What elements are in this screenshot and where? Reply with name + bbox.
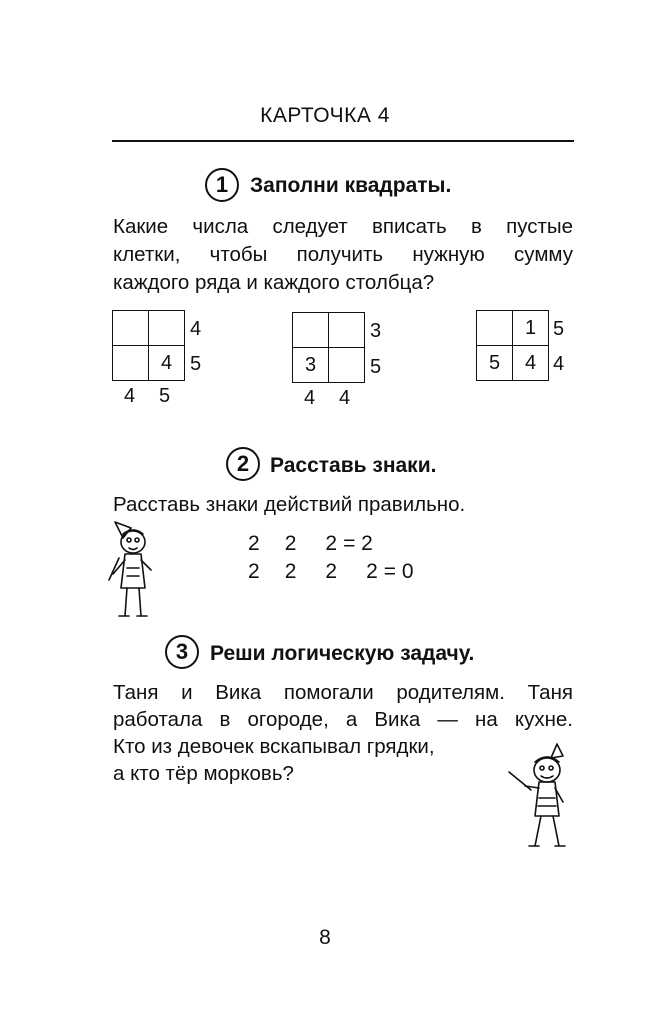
square-puzzle-1 [112, 310, 185, 381]
expression-operand: 2 [325, 532, 338, 555]
puzzle-cell[interactable] [113, 346, 149, 381]
task-3-text-line-2: работала в огороде, а Вика — на кухне. [113, 708, 573, 731]
puzzle-2-row-sum: 5 [370, 356, 382, 378]
puzzle-cell: 4 [513, 346, 549, 381]
expression-operand: 2 [248, 560, 260, 583]
puzzle-1-row-sum: 4 [190, 318, 202, 340]
puzzle-3-grid [476, 310, 549, 381]
expression-operand: 2 [366, 560, 378, 583]
task-2-text: Расставь знаки действий правильно. [113, 493, 466, 516]
puzzle-1-grid [112, 310, 185, 381]
task-3-heading: Реши логическую задачу. [210, 642, 475, 665]
task-1-text-line-2: клетки, чтобы получить нужную сумму [113, 243, 573, 266]
square-puzzle-2 [292, 312, 365, 383]
expression-operand: 2 [248, 532, 260, 555]
kid-with-pencil-illustration-2 [505, 742, 575, 854]
puzzle-cell: 5 [477, 346, 513, 381]
puzzle-2-row-sum: 3 [370, 320, 382, 342]
puzzle-1-col-sum: 4 [124, 385, 136, 407]
title-divider [112, 140, 574, 142]
puzzle-2-grid [292, 312, 365, 383]
task-3-text-line-1: Таня и Вика помогали родителям. Таня [113, 681, 573, 704]
puzzle-cell[interactable] [329, 313, 365, 348]
puzzle-cell: 1 [513, 311, 549, 346]
expression-result: = 2 [343, 532, 373, 555]
task-3-number-badge: 3 [165, 635, 199, 669]
puzzle-cell[interactable] [477, 311, 513, 346]
task-1-number-badge: 1 [205, 168, 239, 202]
card-title: КАРТОЧКА 4 [260, 104, 390, 127]
puzzle-3-row-sum: 5 [553, 318, 565, 340]
puzzle-3-row-sum: 4 [553, 353, 565, 375]
task-1-text-line-3: каждого ряда и каждого столбца? [113, 271, 435, 294]
task-3-text-line-3: Кто из девочек вскапывал грядки, [113, 735, 435, 758]
expression-result: = 0 [383, 560, 414, 583]
puzzle-2-col-sum: 4 [339, 387, 351, 409]
task-2-heading: Расставь знаки. [270, 454, 437, 477]
puzzle-cell: 3 [293, 348, 329, 383]
task-2-number-badge: 2 [226, 447, 260, 481]
kid-with-pencil-illustration [105, 518, 165, 633]
puzzle-cell[interactable] [113, 311, 149, 346]
square-puzzle-3 [476, 310, 549, 381]
puzzle-cell[interactable] [329, 348, 365, 383]
task-1-heading: Заполни квадраты. [250, 174, 452, 197]
puzzle-2-col-sum: 4 [304, 387, 316, 409]
puzzle-cell[interactable] [149, 311, 185, 346]
expression-operand: 2 [284, 532, 297, 555]
puzzle-cell: 4 [149, 346, 185, 381]
expression-2 [248, 560, 414, 584]
puzzle-1-col-sum: 5 [159, 385, 171, 407]
task-1-text-line-1: Какие числа следует вписать в пустые [113, 215, 573, 238]
puzzle-1-row-sum: 5 [190, 353, 202, 375]
page-number: 8 [319, 926, 331, 949]
puzzle-cell[interactable] [293, 313, 329, 348]
expression-1 [248, 532, 373, 556]
expression-operand: 2 [325, 560, 338, 583]
task-3-text-line-4: а кто тёр морковь? [113, 762, 294, 785]
expression-operand: 2 [284, 560, 297, 583]
